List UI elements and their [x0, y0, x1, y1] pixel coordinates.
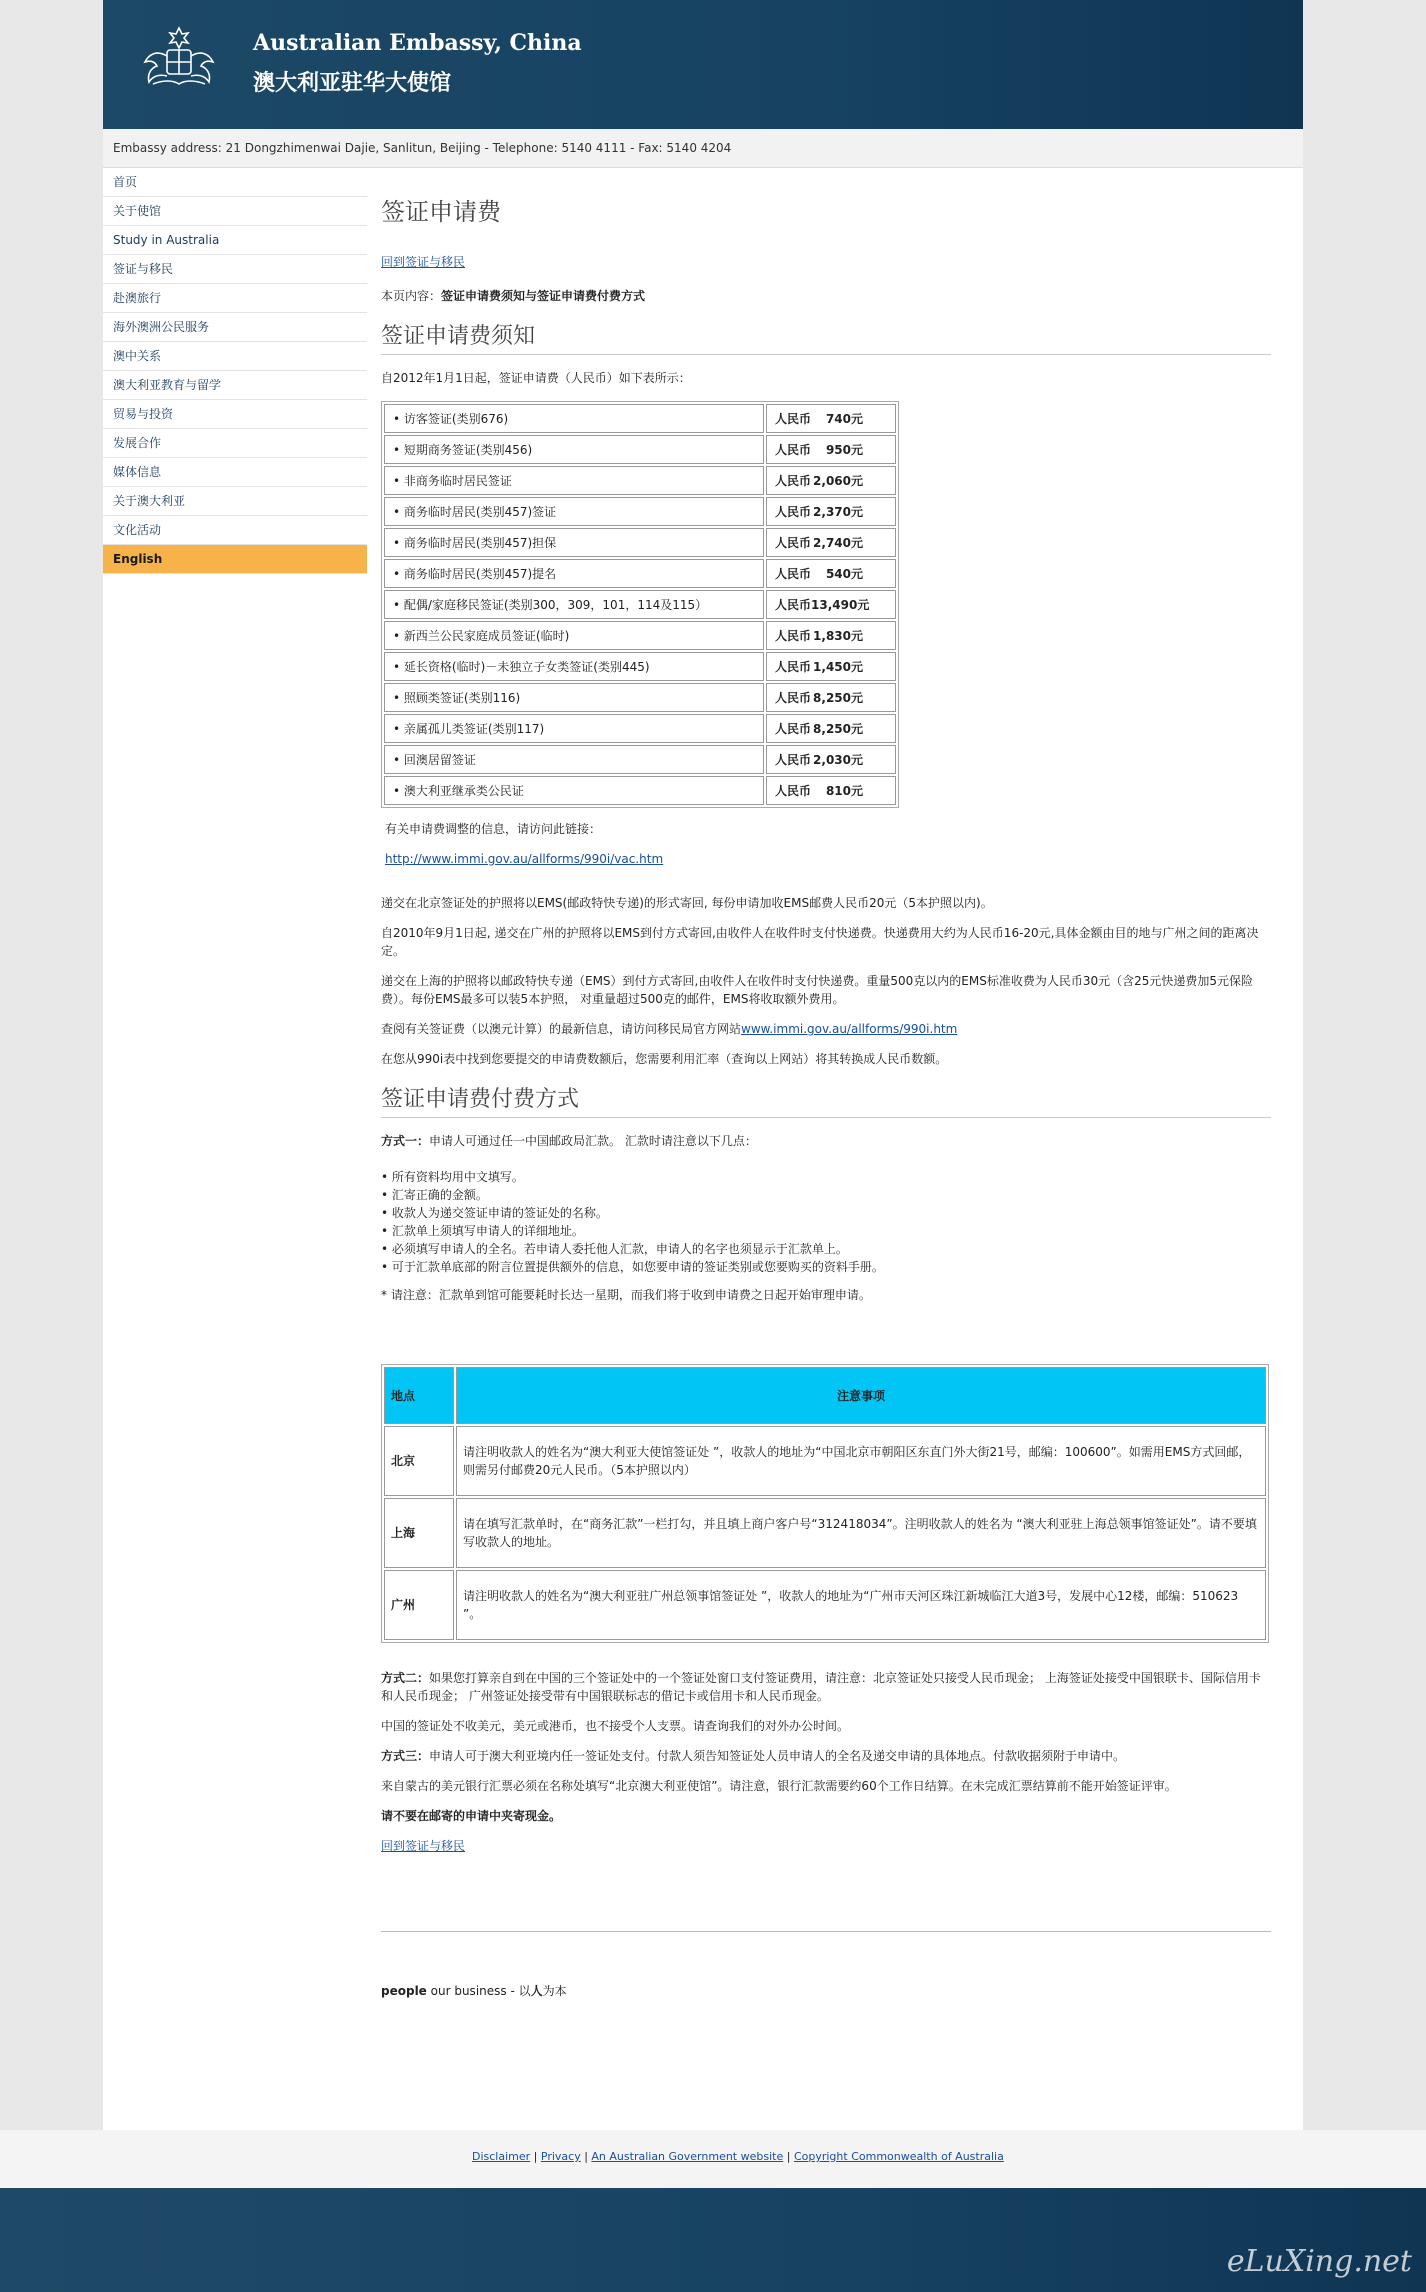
immi-990i-link[interactable]: www.immi.gov.au/allforms/990i.htm — [741, 1022, 958, 1036]
fee-visa-type: • 商务临时居民(类别457)签证 — [384, 497, 764, 526]
no-cash-note: 请不要在邮寄的申请中夹寄现金。 — [381, 1809, 562, 1823]
fee-amount — [766, 497, 896, 526]
fee-row — [384, 776, 896, 805]
fee-row — [384, 652, 896, 681]
list-item: • 汇款单上须填写申请人的详细地址。 — [381, 1224, 584, 1238]
fee-adjust-link[interactable]: http://www.immi.gov.au/allforms/990i/vac.htm — [385, 852, 664, 866]
para-beijing-ems: 递交在北京签证处的护照将以EMS(邮政特快专递)的形式寄回, 每份申请加收EMS邮费人民币20元（5本护照以内)。 — [381, 896, 993, 910]
sidebar-item-visas[interactable]: 签证与移民 — [103, 255, 367, 284]
fee-row — [384, 745, 896, 774]
back-to-visas-link-bottom[interactable]: 回到签证与移民 — [381, 1839, 466, 1853]
fee-row — [384, 559, 896, 588]
fee-currency: 人民币 — [775, 784, 812, 798]
header-location: 地点 — [384, 1367, 454, 1424]
site-footer — [0, 2130, 1426, 2188]
fee-value: 2,370元 — [813, 505, 864, 519]
section-fee-notice-title: 签证申请费须知 — [381, 319, 1271, 355]
tagline-end: 为本 — [542, 1984, 567, 1998]
fee-row — [384, 714, 896, 743]
fee-currency: 人民币 — [775, 443, 812, 457]
fee-value: 1,450元 — [813, 660, 864, 674]
coat-of-arms-logo — [133, 22, 225, 94]
fee-visa-type: • 延长资格(临时)－未独立子女类签证(类别445) — [384, 652, 764, 681]
method-one-text: 申请人可通过任一中国邮政局汇款。 汇款时请注意以下几点： — [429, 1134, 757, 1148]
fee-amount — [766, 714, 896, 743]
back-to-visas-link[interactable]: 回到签证与移民 — [381, 255, 466, 269]
list-item: • 可于汇款单底部的附言位置提供额外的信息，如您要申请的签证类别或您要购买的资料手册。 — [381, 1260, 884, 1274]
page-contents-links[interactable]: 签证申请费须知与签证申请费付费方式 — [441, 289, 646, 303]
fee-visa-type: • 商务临时居民(类别457)担保 — [384, 528, 764, 557]
sidebar-item-trade[interactable]: 贸易与投资 — [103, 400, 367, 429]
fee-currency: 人民币 — [775, 474, 812, 488]
location-cell: 广州 — [384, 1570, 454, 1640]
fee-currency: 人民币 — [775, 598, 812, 612]
fee-currency: 人民币 — [775, 753, 812, 767]
fee-visa-type: • 配偶/家庭移民签证(类别300，309，101，114及115） — [384, 590, 764, 619]
fee-value: 1,830元 — [813, 629, 864, 643]
fee-value: 950元 — [825, 443, 864, 457]
gov-website-link[interactable]: An Australian Government website — [591, 2150, 784, 2163]
fee-value: 2,740元 — [813, 536, 864, 550]
method-three-label: 方式三： — [381, 1749, 430, 1763]
method-two-label: 方式二： — [381, 1671, 430, 1685]
fee-row — [384, 621, 896, 650]
fee-currency: 人民币 — [775, 536, 812, 550]
tagline-people: people — [381, 1984, 427, 1998]
sidebar-item-study[interactable]: Study in Australia — [103, 226, 367, 255]
method-two-text: 如果您打算亲自到在中国的三个签证处中的一个签证处窗口支付签证费用，请注意：北京签证处只接受人民币现金； 上海签证处接受中国银联卡、国际信用卡和人民币现金； 广州签证处接受带有中国银联标志的借记卡或信用卡和人民币现金。 — [381, 1671, 1261, 1703]
para-guangzhou-ems: 自2010年9月1日起, 递交在广州的护照将以EMS到付方式寄回,由收件人在收件时支付快递费。快递费用大约为人民币16-20元,具体金额由目的地与广州之间的距离决定。 — [381, 926, 1259, 958]
fee-visa-type: • 短期商务签证(类别456) — [384, 435, 764, 464]
fee-amount — [766, 404, 896, 433]
fee-amount — [766, 683, 896, 712]
sidebar-nav — [103, 168, 367, 574]
header-notes: 注意事项 — [456, 1367, 1266, 1424]
fee-adjust-note: 有关申请费调整的信息，请访问此链接： — [385, 822, 602, 836]
sidebar-item-culture[interactable]: 文化活动 — [103, 516, 367, 545]
fee-amount — [766, 559, 896, 588]
page-container — [103, 0, 1303, 2130]
fee-value: 540元 — [825, 567, 864, 581]
footer-links — [472, 2150, 1004, 2163]
table-row — [384, 1570, 1266, 1640]
fee-currency: 人民币 — [775, 505, 812, 519]
list-item: • 必须填写申请人的全名。若申请人委托他人汇款，申请人的名字也须显示于汇款单上。 — [381, 1242, 848, 1256]
section-payment-title: 签证申请费付费方式 — [381, 1082, 1271, 1118]
fee-row — [384, 497, 896, 526]
copyright-link[interactable]: Copyright Commonwealth of Australia — [793, 2150, 1004, 2163]
list-item: • 所有资料均用中文填写。 — [381, 1170, 524, 1184]
method-three — [381, 1747, 1271, 1765]
para-query-fees — [381, 1020, 1271, 1038]
site-watermark: eLuXing.net — [1226, 2244, 1412, 2279]
fee-visa-type: • 非商务临时居民签证 — [384, 466, 764, 495]
para-query-text: 查阅有关签证费（以澳元计算）的最新信息，请访问移民局官方网站 — [381, 1022, 742, 1036]
disclaimer-link[interactable]: Disclaimer — [472, 2150, 531, 2163]
fee-value: 810元 — [825, 784, 864, 798]
site-title-chinese: 澳大利亚驻华大使馆 — [253, 70, 452, 96]
location-cell: 北京 — [384, 1426, 454, 1496]
sidebar-item-consular[interactable]: 海外澳洲公民服务 — [103, 313, 367, 342]
fee-amount — [766, 528, 896, 557]
footer-separator: | — [530, 2150, 541, 2163]
main-content — [381, 168, 1271, 2000]
sidebar-item-about-embassy[interactable]: 关于使馆 — [103, 197, 367, 226]
fee-currency: 人民币 — [775, 722, 812, 736]
notes-cell: 请在填写汇款单时，在“商务汇款”一栏打勾，并且填上商户客户号“312418034”。注明收款人的姓名为 “澳大利亚驻上海总领事馆签证处”。请不要填写收款人的地址。 — [456, 1498, 1266, 1568]
footer-separator: | — [580, 2150, 592, 2163]
site-title: Australian Embassy, China — [253, 30, 582, 56]
sidebar-item-about-australia[interactable]: 关于澳大利亚 — [103, 487, 367, 516]
fee-amount — [766, 590, 896, 619]
fee-value: 13,490元 — [811, 598, 870, 612]
site-header — [103, 0, 1303, 129]
bank-draft-note: 来自蒙古的美元银行汇票必须在名称处填写“北京澳大利亚使馆”。请注意，银行汇款需要约60个工作日结算。在未完成汇票结算前不能开始签证评审。 — [381, 1779, 1177, 1793]
sidebar-item-home[interactable]: 首页 — [103, 168, 367, 197]
para-convert: 在您从990i表中找到您要提交的申请费数额后，您需要利用汇率（查询以上网站）将其转换成人民币数额。 — [381, 1052, 948, 1066]
fee-amount — [766, 776, 896, 805]
fee-row — [384, 466, 896, 495]
fee-value: 8,250元 — [813, 722, 864, 736]
method-two — [381, 1669, 1271, 1705]
fee-value: 2,060元 — [813, 474, 864, 488]
fee-currency: 人民币 — [775, 412, 812, 426]
fee-visa-type: • 新西兰公民家庭成员签证(临时) — [384, 621, 764, 650]
fee-value: 740元 — [825, 412, 864, 426]
fee-visa-type: • 澳大利亚继承类公民证 — [384, 776, 764, 805]
fee-row — [384, 435, 896, 464]
fee-currency: 人民币 — [775, 691, 812, 705]
method-one — [381, 1132, 1271, 1150]
fee-visa-type: • 照顾类签证(类别116) — [384, 683, 764, 712]
sidebar-item-relations[interactable]: 澳中关系 — [103, 342, 367, 371]
table-row — [384, 1498, 1266, 1568]
fee-row — [384, 404, 896, 433]
fee-currency: 人民币 — [775, 660, 812, 674]
fee-visa-type: • 回澳居留签证 — [384, 745, 764, 774]
para-shanghai-ems: 递交在上海的护照将以邮政特快专递（EMS）到付方式寄回,由收件人在收件时支付快递费。重量500克以内的EMS标准收费为人民币30元（含25元快递费加5元保险费）。每份EMS最多可以装5本护照， 对重量超过500克的邮件，EMS将收取额外费用。 — [381, 974, 1254, 1006]
fee-visa-type: • 访客签证(类别676) — [384, 404, 764, 433]
fee-amount — [766, 621, 896, 650]
notes-cell: 请注明收款人的姓名为“澳大利亚驻广州总领事馆签证处 ”，收款人的地址为“广州市天河区珠江新城临江大道3号，发展中心12楼，邮编：510623 ”。 — [456, 1570, 1266, 1640]
sidebar-item-media[interactable]: 媒体信息 — [103, 458, 367, 487]
fee-amount — [766, 745, 896, 774]
tagline-ren: 人 — [530, 1984, 543, 1998]
list-item: • 收款人为递交签证申请的签证处的名称。 — [381, 1206, 608, 1220]
fee-visa-type: • 亲属孤儿类签证(类别117) — [384, 714, 764, 743]
page-title: 签证申请费 — [381, 198, 501, 226]
fee-row — [384, 683, 896, 712]
sidebar-item-travel[interactable]: 赴澳旅行 — [103, 284, 367, 313]
fee-intro: 自2012年1月1日起，签证申请费（人民币）如下表所示： — [381, 371, 691, 385]
method-one-label: 方式一： — [381, 1134, 430, 1148]
fee-currency: 人民币 — [775, 629, 812, 643]
footer-bar — [0, 2188, 1426, 2292]
fee-amount — [766, 466, 896, 495]
fee-row — [384, 528, 896, 557]
table-row — [384, 1426, 1266, 1496]
notes-cell: 请注明收款人的姓名为“澳大利亚大使馆签证处 ”，收款人的地址为“中国北京市朝阳区东直门外大街21号，邮编：100600”。如需用EMS方式回邮，则需另付邮费20元人民币。（5本护照以内） — [456, 1426, 1266, 1496]
privacy-link[interactable]: Privacy — [540, 2150, 581, 2163]
sidebar-item-development[interactable]: 发展合作 — [103, 429, 367, 458]
method-three-text: 申请人可于澳大利亚境内任一签证处支付。付款人须告知签证处人员申请人的全名及递交申请的具体地点。付款收据须附于申请中。 — [429, 1749, 1126, 1763]
fee-amount — [766, 652, 896, 681]
content-divider — [381, 1931, 1271, 1932]
list-item: • 汇寄正确的金额。 — [381, 1188, 488, 1202]
tagline-mid: our business - 以 — [426, 1984, 531, 1998]
page-contents — [381, 287, 1271, 305]
fee-value: 2,030元 — [813, 753, 864, 767]
location-cell: 上海 — [384, 1498, 454, 1568]
footer-separator: | — [783, 2150, 794, 2163]
fee-amount — [766, 435, 896, 464]
fee-visa-type: • 商务临时居民(类别457)提名 — [384, 559, 764, 588]
page-contents-label: 本页内容： — [381, 289, 442, 303]
sidebar-item-english[interactable]: English — [103, 545, 367, 574]
fee-currency: 人民币 — [775, 567, 812, 581]
location-table-header — [384, 1367, 1266, 1424]
method-one-note: * 请注意：汇款单到馆可能要耗时长达一星期，而我们将于收到申请费之日起开始审理申请。 — [381, 1288, 871, 1302]
sidebar-item-education[interactable]: 澳大利亚教育与留学 — [103, 371, 367, 400]
embassy-address: Embassy address: 21 Dongzhimenwai Dajie, Sanlitun, Beijing - Telephone: 5140 4111 - Fax: 5140 4204 — [113, 141, 732, 155]
fee-value: 8,250元 — [813, 691, 864, 705]
method-one-list — [381, 1168, 1271, 1276]
tagline — [381, 1982, 1271, 2000]
fee-row — [384, 590, 896, 619]
no-usd-note: 中国的签证处不收美元，美元或港币，也不接受个人支票。请查询我们的对外办公时间。 — [381, 1719, 850, 1733]
address-bar — [103, 129, 1303, 168]
fee-table — [381, 401, 899, 808]
location-table — [381, 1364, 1269, 1643]
